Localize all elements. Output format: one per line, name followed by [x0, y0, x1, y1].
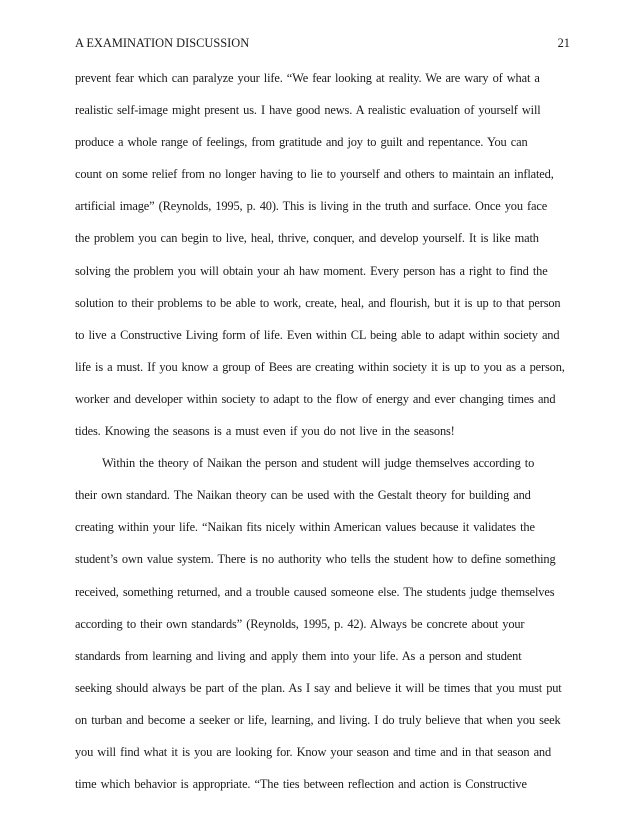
text-line: worker and developer within society to adapt to the flow of energy and ever changing times and — [75, 391, 556, 406]
text-line: standards from learning and living and apply them into your life. As a person and student — [75, 648, 522, 663]
page-number: 21 — [557, 36, 570, 50]
text-line: produce a whole range of feelings, from gratitude and joy to guilt and repentance. You can — [75, 135, 528, 150]
text-line: student’s own value system. There is no authority who tells the student how to define something — [75, 552, 556, 567]
text-line: artificial image” (Reynolds, 1995, p. 40). This is living in the truth and surface. Once you face — [75, 199, 548, 214]
text-line: on turban and become a seeker or life, learning, and living. I do truly believe that when you seek — [75, 712, 561, 727]
text-line: you will find what it is you are looking for. Know your season and time and in that season and — [75, 744, 552, 759]
text-line: their own standard. The Naikan theory can be used with the Gestalt theory for building and — [75, 488, 531, 503]
text-line: solving the problem you will obtain your ah haw moment. Every person has a right to find the — [75, 263, 548, 278]
text-line: time which behavior is appropriate. “The ties between reflection and action is Constructive — [75, 777, 527, 792]
body-text — [75, 70, 575, 808]
text-line: creating within your life. “Naikan fits nicely within American values because it validates the — [75, 520, 535, 535]
text-line: Within the theory of Naikan the person and student will judge themselves according to — [102, 456, 535, 471]
text-line: received, something returned, and a trouble caused someone else. The students judge themselves — [75, 584, 555, 599]
text-line: seeking should always be part of the plan. As I say and believe it will be times that you must put — [75, 680, 562, 695]
text-line: realistic self-image might present us. I have good news. A realistic evaluation of yourself will — [75, 103, 541, 118]
page-header — [75, 36, 570, 52]
text-line: according to their own standards” (Reynolds, 1995, p. 42). Always be concrete about your — [75, 616, 525, 631]
text-line: solution to their problems to be able to work, create, heal, and flourish, but it is up to that person — [75, 295, 561, 310]
text-line: prevent fear which can paralyze your life. “We fear looking at reality. We are wary of what a — [75, 71, 540, 85]
text-line: tides. Knowing the seasons is a must even if you do not live in the seasons! — [75, 424, 455, 439]
text-line: count on some relief from no longer having to lie to yourself and others to maintain an inflated, — [75, 167, 554, 182]
paragraph-2 — [75, 455, 575, 808]
text-line: the problem you can begin to live, heal, thrive, conquer, and develop yourself. It is like math — [75, 231, 539, 246]
running-head: A EXAMINATION DISCUSSION — [75, 36, 250, 50]
text-line: to live a Constructive Living form of life. Even within CL being able to adapt within society and — [75, 327, 560, 342]
paragraph-1 — [75, 70, 575, 455]
text-line: life is a must. If you know a group of Bees are creating within society it is up to you as a person, — [75, 359, 565, 374]
